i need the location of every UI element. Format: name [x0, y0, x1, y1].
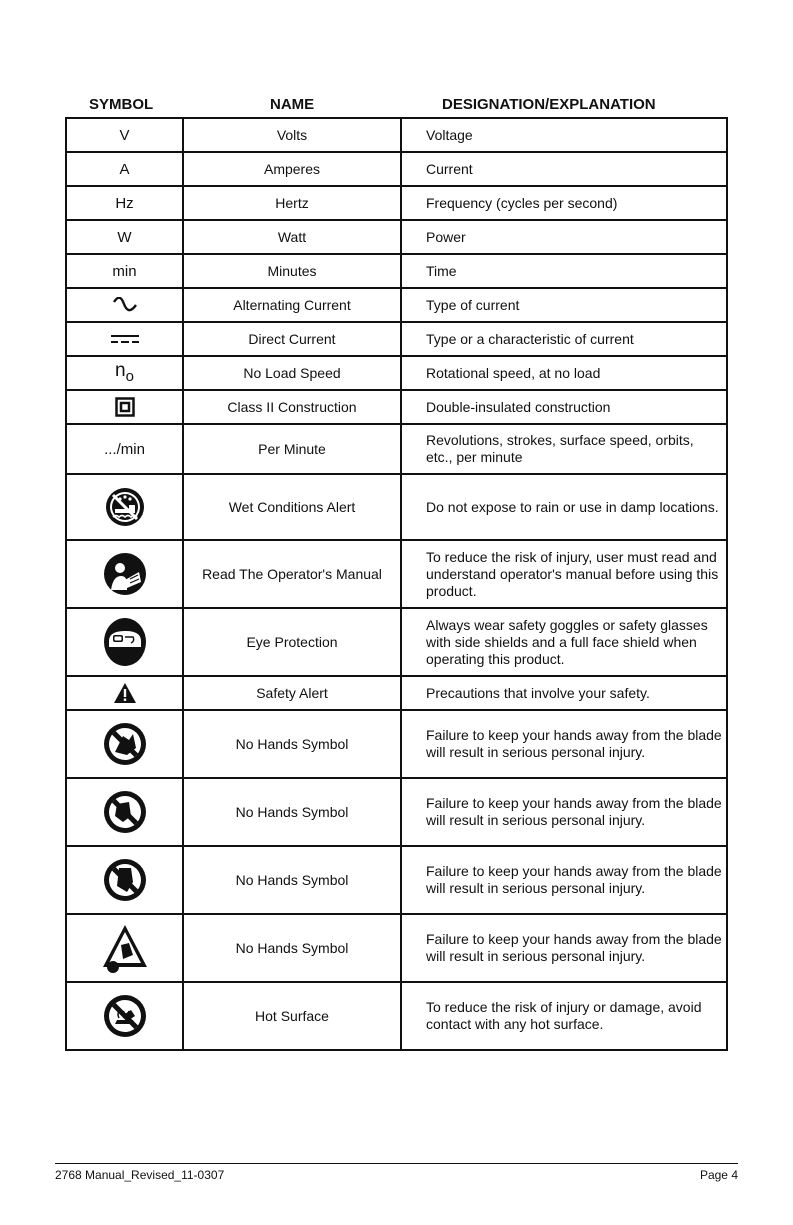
- explanation-cell: To reduce the risk of injury, user must read and understand operator's manual before using this product.: [401, 540, 727, 608]
- symbol-cell: [66, 846, 183, 914]
- symbol-cell: [66, 474, 183, 540]
- explanation-cell: Current: [401, 152, 727, 186]
- symbol-cell: [66, 186, 183, 220]
- header-symbol: SYMBOL: [89, 96, 154, 113]
- name-cell: Eye Protection: [183, 608, 401, 676]
- name-cell: Amperes: [183, 152, 401, 186]
- no-hands-icon: [103, 858, 147, 902]
- hand-warning-triangle-icon: [101, 923, 149, 973]
- footer-page-number: Page 4: [699, 1168, 738, 1182]
- explanation-cell: Failure to keep your hands away from the blade will result in serious personal injury.: [401, 710, 727, 778]
- table-row: [66, 356, 727, 390]
- symbol-text: min: [112, 262, 137, 280]
- name-cell: Safety Alert: [183, 676, 401, 710]
- table-row: [66, 778, 727, 846]
- explanation-cell: Precautions that involve your safety.: [401, 676, 727, 710]
- footer-document-id: 2768 Manual_Revised_11-0307: [55, 1168, 225, 1182]
- alternating-current-icon: [112, 297, 138, 313]
- name-cell: Direct Current: [183, 322, 401, 356]
- name-cell: Watt: [183, 220, 401, 254]
- name-cell: No Hands Symbol: [183, 710, 401, 778]
- symbol-cell: [66, 220, 183, 254]
- explanation-cell: Do not expose to rain or use in damp locations.: [401, 474, 727, 540]
- table-row: [66, 254, 727, 288]
- direct-current-icon: [110, 333, 140, 345]
- safety-alert-icon: [113, 682, 137, 704]
- no-load-speed-symbol: [115, 359, 134, 385]
- explanation-cell: Always wear safety goggles or safety glasses with side shields and a full face shield when operating this product.: [401, 608, 727, 676]
- header-name: NAME: [270, 96, 315, 113]
- explanation-cell: Rotational speed, at no load: [401, 356, 727, 390]
- symbol-text: Hz: [115, 194, 134, 212]
- explanation-cell: Voltage: [401, 118, 727, 152]
- symbol-cell: [66, 914, 183, 982]
- table-row: [66, 676, 727, 710]
- symbol-cell: [66, 390, 183, 424]
- explanation-cell: Failure to keep your hands away from the blade will result in serious personal injury.: [401, 778, 727, 846]
- symbol-subscript: o: [125, 367, 134, 385]
- name-cell: Hertz: [183, 186, 401, 220]
- symbol-text: .../min: [104, 440, 145, 458]
- symbol-cell: [66, 356, 183, 390]
- explanation-cell: Failure to keep your hands away from the blade will result in serious personal injury.: [401, 914, 727, 982]
- double-square-icon: [115, 397, 135, 417]
- symbol-text: A: [119, 160, 130, 178]
- table-row: [66, 152, 727, 186]
- name-cell: Per Minute: [183, 424, 401, 474]
- name-cell: Wet Conditions Alert: [183, 474, 401, 540]
- symbol-table: [65, 117, 728, 1051]
- footer-divider: [55, 1163, 738, 1164]
- name-cell: No Hands Symbol: [183, 914, 401, 982]
- explanation-cell: Time: [401, 254, 727, 288]
- table-row: [66, 540, 727, 608]
- name-cell: Alternating Current: [183, 288, 401, 322]
- name-cell: Volts: [183, 118, 401, 152]
- name-cell: Read The Operator's Manual: [183, 540, 401, 608]
- name-cell: No Load Speed: [183, 356, 401, 390]
- symbol-cell: [66, 608, 183, 676]
- symbol-cell: [66, 982, 183, 1050]
- symbol-cell: [66, 540, 183, 608]
- explanation-cell: Power: [401, 220, 727, 254]
- name-cell: No Hands Symbol: [183, 846, 401, 914]
- symbol-cell: [66, 676, 183, 710]
- symbol-cell: [66, 778, 183, 846]
- table-row: [66, 710, 727, 778]
- symbol-cell: [66, 710, 183, 778]
- table-row: [66, 288, 727, 322]
- symbol-cell: [66, 288, 183, 322]
- explanation-cell: Failure to keep your hands away from the blade will result in serious personal injury.: [401, 846, 727, 914]
- header-designation: DESIGNATION/EXPLANATION: [442, 96, 656, 113]
- name-cell: Minutes: [183, 254, 401, 288]
- table-row: [66, 186, 727, 220]
- table-row: [66, 846, 727, 914]
- symbol-cell: [66, 322, 183, 356]
- table-row: [66, 608, 727, 676]
- symbol-cell: [66, 152, 183, 186]
- symbol-cell: [66, 118, 183, 152]
- explanation-cell: Double-insulated construction: [401, 390, 727, 424]
- explanation-cell: Type or a characteristic of current: [401, 322, 727, 356]
- table-row: [66, 914, 727, 982]
- symbol-cell: [66, 424, 183, 474]
- no-hands-icon: [103, 722, 147, 766]
- explanation-cell: Type of current: [401, 288, 727, 322]
- hot-surface-icon: [103, 994, 147, 1038]
- symbol-cell: [66, 254, 183, 288]
- wet-conditions-icon: [105, 487, 145, 527]
- table-row: [66, 424, 727, 474]
- table-row: [66, 322, 727, 356]
- name-cell: Hot Surface: [183, 982, 401, 1050]
- explanation-cell: Revolutions, strokes, surface speed, orbits, etc., per minute: [401, 424, 727, 474]
- table-row: [66, 390, 727, 424]
- table-row: [66, 474, 727, 540]
- name-cell: Class II Construction: [183, 390, 401, 424]
- explanation-cell: Frequency (cycles per second): [401, 186, 727, 220]
- name-cell: No Hands Symbol: [183, 778, 401, 846]
- table-row: [66, 982, 727, 1050]
- table-row: [66, 220, 727, 254]
- no-hands-icon: [103, 790, 147, 834]
- explanation-cell: To reduce the risk of injury or damage, avoid contact with any hot surface.: [401, 982, 727, 1050]
- eye-protection-icon: [103, 617, 147, 667]
- read-manual-icon: [103, 552, 147, 596]
- symbol-text: W: [117, 228, 132, 246]
- table-row: [66, 118, 727, 152]
- symbol-text: V: [119, 126, 130, 144]
- symbol-text: n: [115, 359, 126, 381]
